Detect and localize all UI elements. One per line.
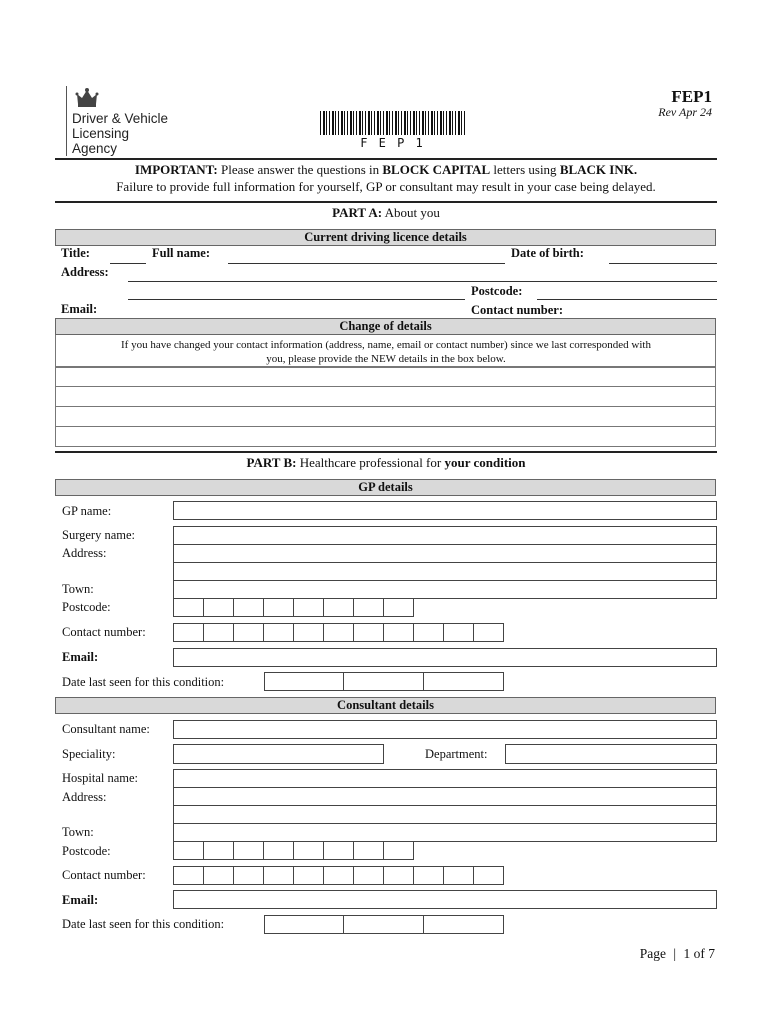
contact-number-label: Contact number: — [471, 303, 564, 317]
part-b-heading — [55, 455, 717, 471]
header-rule — [55, 158, 717, 160]
page-label: Page — [639, 946, 667, 961]
consultant-name-label: Consultant name: — [62, 722, 150, 736]
agency-name-line1: Driver & Vehicle — [72, 111, 169, 126]
postcode-field[interactable] — [537, 299, 717, 300]
gp-name-label: GP name: — [62, 504, 112, 518]
speciality-field[interactable] — [173, 744, 384, 764]
gp-contact-label: Contact number: — [62, 625, 146, 639]
gp-email-label: Email: — [62, 650, 99, 664]
surgery-name-field[interactable] — [173, 526, 717, 545]
important-line2: Failure to provide full information for yourself, GP or consultant may result in your case being delayed. — [116, 179, 656, 194]
gp-address-label: Address: — [62, 546, 107, 560]
consultant-address-line-2[interactable] — [173, 805, 717, 824]
change-details-text1: If you have changed your contact information (address, name, email or contact number) since we last corresponded with — [121, 339, 651, 351]
gp-town-label: Town: — [62, 582, 94, 596]
gp-details-bar: GP details — [55, 479, 716, 496]
consultant-postcode-label: Postcode: — [62, 844, 111, 858]
contact-cell[interactable] — [473, 866, 504, 885]
change-details-line-3[interactable] — [55, 407, 716, 427]
full-name-label: Full name: — [152, 246, 210, 260]
consultant-town-label: Town: — [62, 825, 94, 839]
postcode-cell[interactable] — [383, 598, 414, 617]
postcode-label: Postcode: — [471, 284, 523, 298]
change-details-line-4[interactable] — [55, 427, 716, 447]
page-number — [640, 946, 715, 962]
consultant-contact-label: Contact number: — [62, 868, 146, 882]
gp-address-line-1[interactable] — [173, 544, 717, 563]
date-year-cell[interactable] — [423, 672, 504, 691]
crown-crest-icon — [74, 86, 100, 110]
barcode-caption: F E P 1 — [360, 136, 425, 150]
form-code: FEP1 — [671, 87, 712, 106]
contact-cell[interactable] — [323, 623, 354, 642]
important-text2: letters using — [490, 162, 560, 177]
contact-cell[interactable] — [383, 623, 414, 642]
hospital-name-label: Hospital name: — [62, 771, 139, 785]
postcode-cell[interactable] — [233, 841, 264, 860]
postcode-cell[interactable] — [203, 841, 234, 860]
part-a-label: PART A: — [332, 205, 383, 220]
contact-cell[interactable] — [443, 623, 474, 642]
page-count: 1 of 7 — [683, 946, 715, 961]
change-details-text2: you, please provide the NEW details in the box below. — [266, 353, 506, 365]
change-of-details-bar: Change of details — [55, 318, 716, 335]
department-label: Department: — [425, 747, 488, 761]
postcode-cell[interactable] — [323, 841, 354, 860]
department-field[interactable] — [505, 744, 717, 764]
consultant-email-label: Email: — [62, 893, 99, 907]
part-a-heading — [55, 205, 717, 221]
contact-cell[interactable] — [203, 623, 234, 642]
date-year-cell[interactable] — [423, 915, 504, 934]
important-caps: BLOCK CAPITAL — [382, 162, 491, 177]
hospital-name-field[interactable] — [173, 769, 717, 788]
important-label: IMPORTANT: — [134, 162, 218, 177]
gp-name-field[interactable] — [173, 501, 717, 520]
speciality-label: Speciality: — [62, 747, 116, 761]
gp-address-line-2[interactable] — [173, 562, 717, 581]
dob-label: Date of birth: — [511, 246, 584, 260]
consultant-address-label: Address: — [62, 790, 107, 804]
postcode-cell[interactable] — [173, 841, 204, 860]
postcode-cell[interactable] — [353, 598, 384, 617]
title-label: Title: — [61, 246, 90, 260]
postcode-cell[interactable] — [323, 598, 354, 617]
important-line1 — [55, 162, 717, 178]
contact-cell[interactable] — [353, 623, 384, 642]
consultant-date-seen-label: Date last seen for this condition: — [62, 917, 225, 931]
address-line-2[interactable] — [128, 299, 465, 300]
consultant-details-bar: Consultant details — [55, 697, 716, 714]
part-a-rule — [55, 201, 717, 203]
postcode-cell[interactable] — [353, 841, 384, 860]
full-name-field[interactable] — [228, 263, 505, 264]
contact-cell[interactable] — [383, 866, 414, 885]
title-field[interactable] — [110, 263, 146, 264]
consultant-name-field[interactable] — [173, 720, 717, 739]
contact-cell[interactable] — [323, 866, 354, 885]
postcode-cell[interactable] — [263, 598, 294, 617]
surgery-name-label: Surgery name: — [62, 528, 136, 542]
important-text1: Please answer the questions in — [217, 162, 383, 177]
part-a-title: About you — [382, 205, 440, 220]
consultant-email-field[interactable] — [173, 890, 717, 909]
gp-date-seen-label: Date last seen for this condition: — [62, 675, 225, 689]
agency-name-line2: Licensing — [72, 126, 130, 141]
gp-postcode-label: Postcode: — [62, 600, 111, 614]
postcode-cell[interactable] — [203, 598, 234, 617]
change-details-line-2[interactable] — [55, 387, 716, 407]
postcode-cell[interactable] — [263, 841, 294, 860]
contact-cell[interactable] — [443, 866, 474, 885]
contact-cell[interactable] — [233, 866, 264, 885]
barcode — [320, 111, 465, 135]
contact-cell[interactable] — [473, 623, 504, 642]
contact-cell[interactable] — [173, 866, 204, 885]
consultant-address-line-1[interactable] — [173, 787, 717, 806]
part-b-label: PART B: — [246, 455, 297, 470]
change-details-line-1[interactable] — [55, 367, 716, 387]
agency-name-line3: Agency — [72, 141, 118, 156]
important-ink: BLACK INK. — [559, 162, 638, 177]
contact-cell[interactable] — [233, 623, 264, 642]
postcode-cell[interactable] — [293, 841, 324, 860]
consultant-town-field[interactable] — [173, 823, 717, 842]
postcode-cell[interactable] — [173, 598, 204, 617]
dob-field[interactable] — [609, 263, 717, 264]
postcode-cell[interactable] — [233, 598, 264, 617]
page-separator: | — [673, 946, 677, 961]
email-label: Email: — [61, 302, 98, 316]
contact-cell[interactable] — [293, 623, 324, 642]
contact-cell[interactable] — [263, 623, 294, 642]
licence-details-bar: Current driving licence details — [55, 229, 716, 246]
contact-cell[interactable] — [413, 623, 444, 642]
date-day-cell[interactable] — [264, 915, 344, 934]
contact-cell[interactable] — [293, 866, 324, 885]
contact-cell[interactable] — [173, 623, 204, 642]
postcode-cell[interactable] — [383, 841, 414, 860]
contact-cell[interactable] — [413, 866, 444, 885]
contact-cell[interactable] — [263, 866, 294, 885]
part-b-title: Healthcare professional for — [296, 455, 445, 470]
agency-logo — [66, 84, 186, 156]
date-day-cell[interactable] — [264, 672, 344, 691]
date-month-cell[interactable] — [343, 915, 424, 934]
postcode-cell[interactable] — [293, 598, 324, 617]
address-line-1[interactable] — [128, 281, 717, 282]
contact-cell[interactable] — [353, 866, 384, 885]
part-b-rule — [55, 451, 717, 453]
revision-date: Rev Apr 24 — [658, 105, 712, 119]
gp-email-field[interactable] — [173, 648, 717, 667]
gp-town-field[interactable] — [173, 580, 717, 599]
date-month-cell[interactable] — [343, 672, 424, 691]
address-label: Address: — [61, 265, 109, 279]
part-b-title-bold: your condition — [444, 455, 526, 470]
contact-cell[interactable] — [203, 866, 234, 885]
